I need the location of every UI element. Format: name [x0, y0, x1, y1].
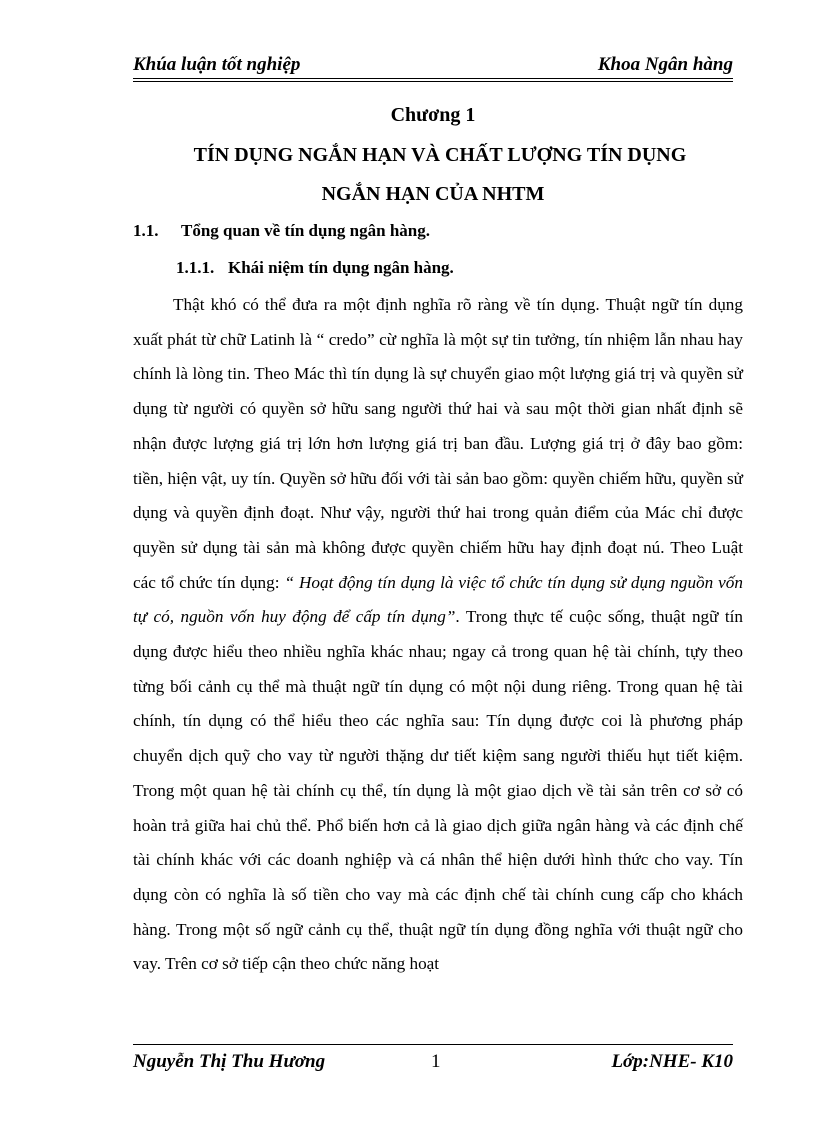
- header-rule: [133, 78, 733, 79]
- section-heading: [133, 218, 430, 244]
- subsection-heading: [176, 255, 454, 281]
- body-part1: Thật khó có thể đưa ra một định nghĩa rõ ràng về tín dụng. Thuật ngữ tín dụng xuất phát từ chữ Latinh là “ credo” cừ nghĩa là một sự tin tưởng, tín nhiệm lẫn nhau hay chính là lòng tin. Theo Mác thì tín dụng là sự chuyển giao một lượng giá trị và quyền sử dụng từ người có quyền sở hữu sang người thứ hai và sau một thời gian nhất định sẽ nhận được lượng giá trị lớn hơn lượng giá trị ban đầu. Lượng giá trị ở đây bao gồm: tiền, hiện vật, uy tín. Quyền sở hữu đối với tài sản bao gồm: quyền chiếm hữu, quyền sử dụng và quyền định đoạt. Như vậy, người thứ hai trong quản điểm của Mác chỉ được quyền sử dụng tài sản mà không được quyền chiếm hữu hay định đoạt nú. Theo Luật các tổ chức tín dụng:: [133, 295, 743, 592]
- section-number: 1.1.: [133, 221, 159, 240]
- footer-rule: [133, 1044, 733, 1045]
- body-text: [133, 288, 743, 982]
- body-part2: . Trong thực tế cuộc sống, thuật ngữ tín dụng được hiểu theo nhiều nghĩa khác nhau; ngay cả trong quan hệ tài chính, tựy theo từng bối cảnh cụ thể mà thuật ngữ tín dụng có một nội dung riêng. Trong quan hệ tài chính, tín dụng có thể hiểu theo các nghĩa sau: Tín dụng được coi là phương pháp chuyển dịch quỹ cho vay từ người thặng dư tiết kiệm sang người thiếu hụt tiết kiệm. Trong một quan hệ tài chính cụ thể, tín dụng là một giao dịch về tài sản trên cơ sở có hoàn trả giữa hai chủ thể. Phổ biến hơn cả là giao dịch giữa ngân hàng và các định chế tài chính khác với các doanh nghiệp và cá nhân thể hiện dưới hình thức cho vay. Tín dụng còn có nghĩa là số tiền cho vay mà các định chế tài chính cung cấp cho khách hàng. Trong một số ngữ cảnh cụ thể, thuật ngữ tín dụng đồng nghĩa với thuật ngữ cho vay. Trên cơ sở tiếp cận theo chức năng hoạt: [133, 607, 743, 974]
- footer-class: Lớp:NHE- K10: [611, 1051, 733, 1072]
- subsection-title: Khái niệm tín dụng ngân hàng.: [228, 258, 454, 277]
- chapter-label: Chương 1: [390, 104, 476, 126]
- footer-author: Nguyễn Thị Thu Hương: [133, 1051, 326, 1072]
- header-thesis-label: Khúa luận tốt nghiệp: [133, 54, 301, 75]
- section-title: Tổng quan về tín dụng ngân hàng.: [181, 221, 430, 240]
- body-quote: “ Hoạt động tín dụng là việc tổ chức tín dụng sử dụng nguồn vốn tự có, nguồn vốn huy động để cấp tín dụng”: [133, 572, 743, 627]
- page-number: 1: [431, 1051, 441, 1072]
- subsection-number: 1.1.1.: [176, 258, 215, 277]
- page-header: [133, 52, 733, 78]
- body-paragraph: [133, 288, 743, 982]
- chapter-title-line1: TÍN DỤNG NGẮN HẠN VÀ CHẤT LƯỢNG TÍN DỤNG: [193, 144, 687, 166]
- chapter-title-line2: NGẮN HẠN CỦA NHTM: [321, 183, 545, 205]
- header-faculty-label: Khoa Ngân hàng: [597, 54, 733, 75]
- page-footer: [133, 1048, 733, 1076]
- header-rule-double: [133, 81, 733, 82]
